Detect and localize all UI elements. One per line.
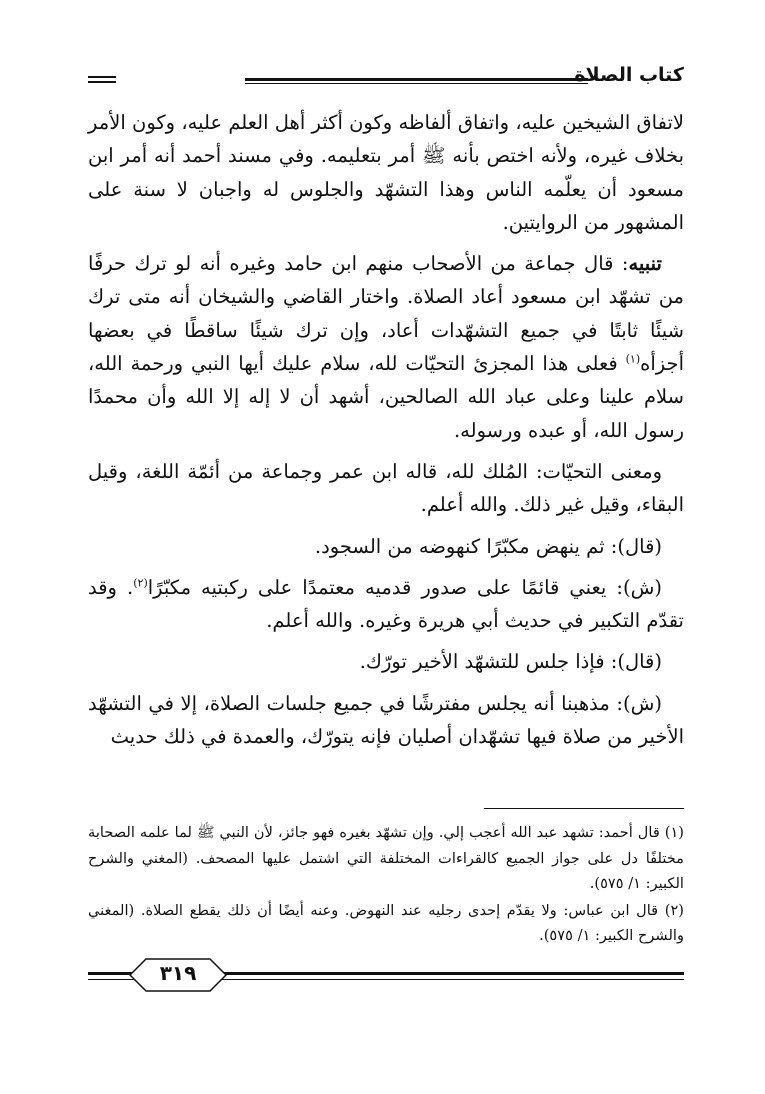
running-header <box>88 62 684 92</box>
footnote-separator <box>484 808 684 809</box>
paragraph-sharh-2: (ش): مذهبنا أنه يجلس مفترشًا في جميع جلسات الصلاة، إلا في التشهّد الأخير من صلاة فيها تشهّدان أصليان فإنه يتورّك، والعمدة في ذلك حديث <box>88 691 684 749</box>
footnote-ref-2[interactable]: (٢) <box>133 576 148 590</box>
page-number: ٣١٩ <box>159 961 197 985</box>
note-text: : قال جماعة من الأصحاب منهم ابن حامد وغيره أنه لو ترك حرفًا من تشهّد ابن مسعود أعاد الصلاة. واختار القاضي والشيخان أنه متى ترك شيئًا ثابتًا في جميع التشهّدات أعاد، وإن ترك شيئًا ساقطًا في بعضها أجزأه <box>88 252 684 376</box>
footnotes <box>88 820 684 950</box>
header-ornament <box>88 76 116 86</box>
paragraph-sharh-1 <box>88 571 684 638</box>
note-text-cont: فعلى هذا المجزئ التحيّات لله، سلام عليك أيها النبي ورحمة الله، سلام علينا وعلى عباد الله الصالحين، أشهد أن لا إله إلا الله وأن محمدًا رسول الله، أو عبده ورسوله. <box>88 352 684 442</box>
note-label: تنبيه <box>628 252 662 276</box>
paragraph-1: لاتفاق الشيخين عليه، واتفاق ألفاظه وكون أكثر أهل العلم عليه، وكون الأمر بخلاف غيره، ولأنه اختص بأنه ﷺ أمر بتعليمه. وفي مسند أحمد أنه أمر ابن مسعود أن يعلّمه الناس وهذا التشهّد والجلوس له واجبان لا سنة على المشهور من الروايتين. <box>88 111 684 234</box>
main-text <box>88 106 684 761</box>
header-rule-thin <box>245 83 588 84</box>
footnote-2: (٢) قال ابن عباس: ولا يقدّم إحدى رجليه عند النهوض. وعنه أيضًا أن ذلك يقطع الصلاة. (المغني والشرح الكبير: ١/ ٥٧٥). <box>88 901 684 944</box>
paragraph-qala-2: (قال): فإذا جلس للتشهّد الأخير تورّك. <box>359 650 662 674</box>
chapter-title: كتاب الصلاة <box>574 64 684 86</box>
sharh-1-text: (ش): يعني قائمًا على صدور قدميه معتمدًا على ركبتيه مكبّرًا <box>147 575 662 599</box>
paragraph-tahiyyat: ومعنى التحيّات: المُلك لله، قاله ابن عمر وجماعة من أئمّة اللغة، وقيل البقاء، وقيل غير ذلك. والله أعلم. <box>88 459 684 517</box>
page-footer <box>88 955 684 995</box>
sharh-1-text-cont: . وقد تقدّم التكبير في حديث أبي هريرة وغيره. والله أعلم. <box>88 575 684 633</box>
footnote-1: (١) قال أحمد: تشهد عبد الله أعجب إلي. وإن تشهّد بغيره فهو جائز، لأن النبي ﷺ لما علمه الصحابة مختلفًا دل على جواز الجميع كالقراءات المختلفة التي اشتمل عليها المصحف. (المغني والشرح الكبير: ١/ ٥٧٥). <box>88 824 684 892</box>
header-rule-thick <box>245 78 588 81</box>
paragraph-qala-1: (قال): ثم ينهض مكبّرًا كنهوضه من السجود. <box>314 534 662 558</box>
footnote-ref-1[interactable]: (١) <box>625 352 641 366</box>
paragraph-note <box>88 247 684 447</box>
